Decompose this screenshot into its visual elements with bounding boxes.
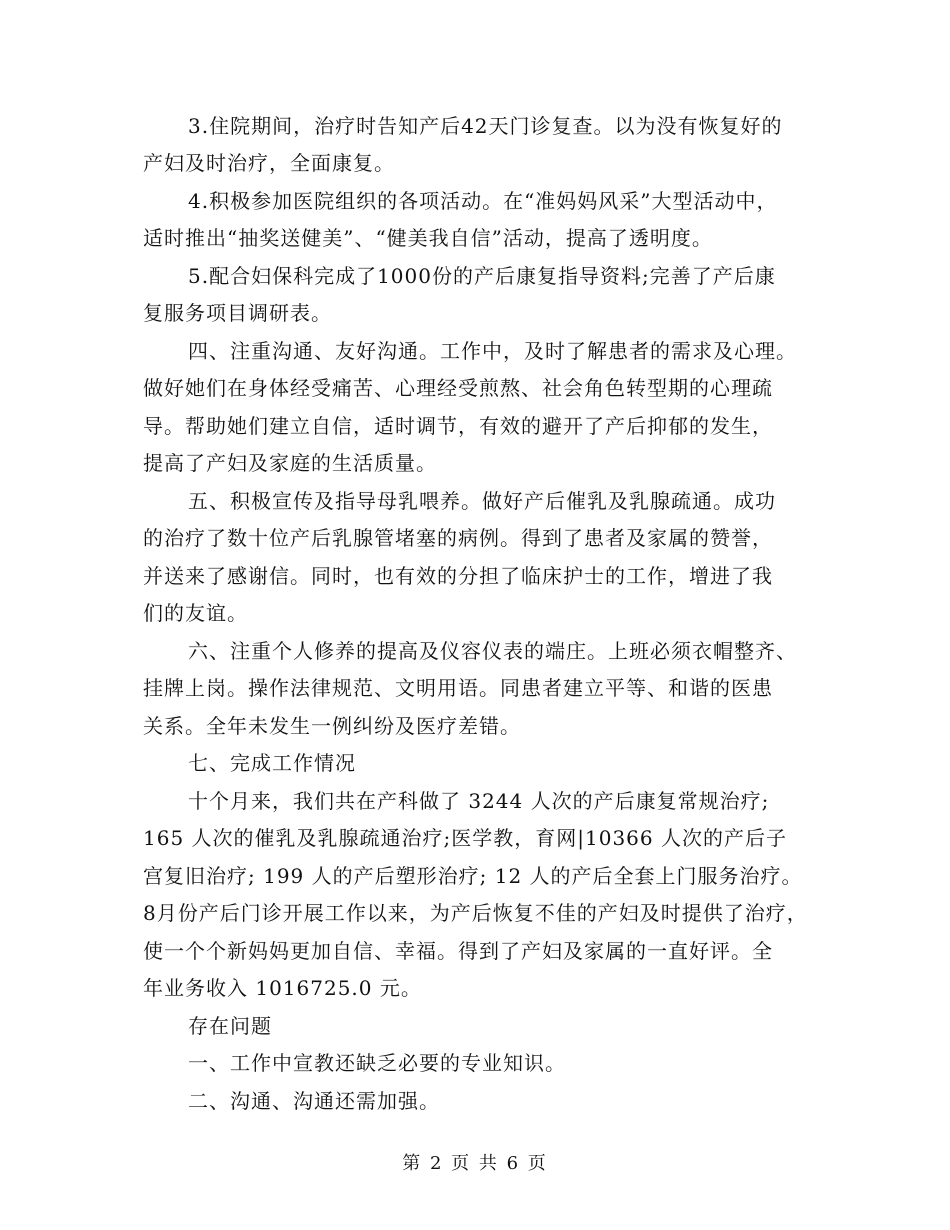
body-line-1: 3.住院期间，治疗时告知产后42天门诊复查。以为没有恢复好的: [188, 114, 783, 138]
page-footer: 第 2 页 共 6 页: [402, 1153, 548, 1174]
issue-item-1: 一、工作中宣教还缺乏必要的专业知识。: [188, 1051, 566, 1075]
body-line-22: 8月份产后门诊开展工作以来，为产后恢复不佳的产妇及时提供了治疗，: [143, 901, 808, 925]
body-line-19: 十个月来，我们共在产科做了 3244 人次的产后康复常规治疗;: [188, 789, 770, 813]
body-line-15: 六、注重个人修养的提高及仪容仪表的端庄。上班必须衣帽整齐、: [188, 639, 797, 663]
body-line-17: 关系。全年未发生一例纠纷及医疗差错。: [143, 714, 521, 738]
body-line-5: 5.配合妇保科完成了1000份的产后康复指导资料;完善了产后康: [188, 264, 776, 288]
body-line-20: 165 人次的催乳及乳腺疏通治疗;医学教，育网|10366 人次的产后子: [143, 826, 787, 850]
body-line-14: 们的友谊。: [143, 601, 248, 625]
issues-heading: 存在问题: [188, 1014, 272, 1038]
body-line-3: 4.积极参加医院组织的各项活动。在“准妈妈风采”大型活动中，: [188, 189, 778, 213]
body-line-4: 适时推出“抽奖送健美”、“健美我自信”活动，提高了透明度。: [143, 226, 713, 250]
body-line-24: 年业务收入 1016725.0 元。: [143, 976, 422, 1000]
body-line-21: 宫复旧治疗; 199 人的产后塑形治疗; 12 人的产后全套上门服务治疗。: [143, 864, 803, 888]
body-line-13: 并送来了感谢信。同时，也有效的分担了临床护士的工作，增进了我: [143, 564, 773, 588]
body-line-9: 导。帮助她们建立自信，适时调节，有效的避开了产后抑郁的发生，: [143, 414, 773, 438]
body-line-16: 挂牌上岗。操作法律规范、文明用语。同患者建立平等、和谐的医患: [143, 676, 773, 700]
issue-item-2: 二、沟通、沟通还需加强。: [188, 1089, 440, 1113]
body-line-8: 做好她们在身体经受痛苦、心理经受煎熬、社会角色转型期的心理疏: [143, 376, 773, 400]
body-line-2: 产妇及时治疗，全面康复。: [143, 151, 395, 175]
body-line-11: 五、积极宣传及指导母乳喂养。做好产后催乳及乳腺疏通。成功: [188, 489, 776, 513]
section-heading-7: 七、完成工作情况: [188, 751, 356, 775]
body-line-10: 提高了产妇及家庭的生活质量。: [143, 451, 437, 475]
body-line-23: 使一个个新妈妈更加自信、幸福。得到了产妇及家属的一直好评。全: [143, 939, 773, 963]
body-line-6: 复服务项目调研表。: [143, 301, 332, 325]
body-line-12: 的治疗了数十位产后乳腺管堵塞的病例。得到了患者及家属的赞誉，: [143, 526, 773, 550]
body-line-7: 四、注重沟通、友好沟通。工作中，及时了解患者的需求及心理。: [188, 339, 797, 363]
